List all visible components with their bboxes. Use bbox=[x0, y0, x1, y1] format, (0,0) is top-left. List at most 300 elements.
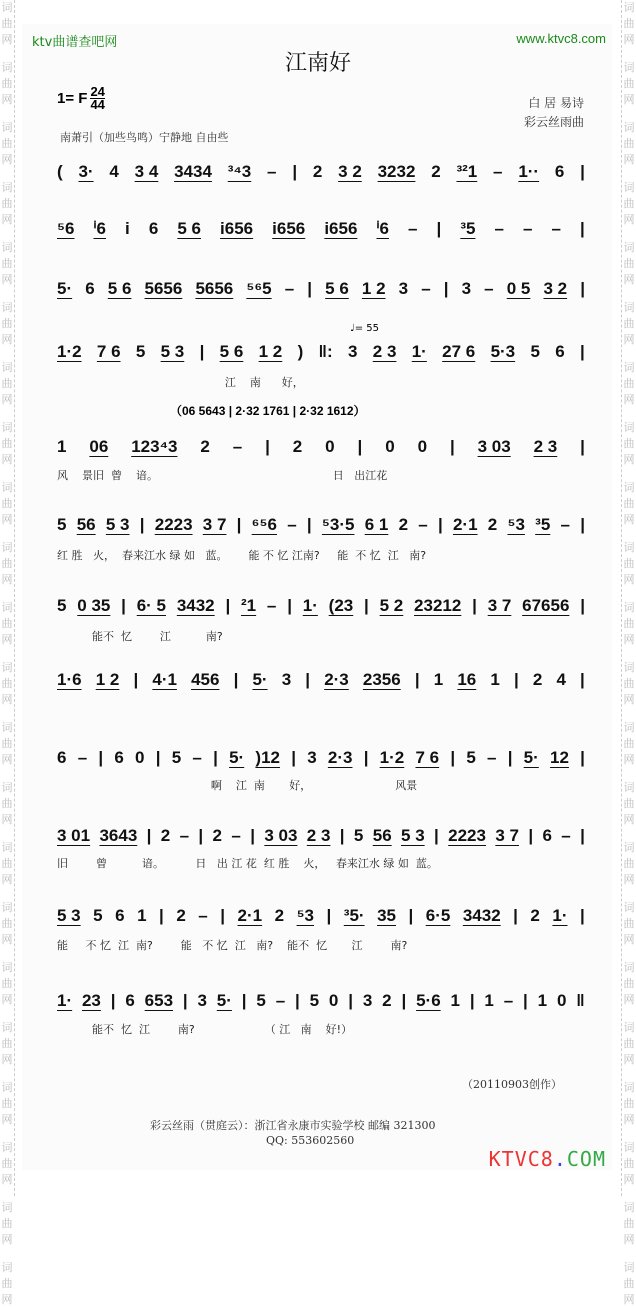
notation-row bbox=[57, 596, 585, 616]
note: 6 1 bbox=[364, 515, 389, 534]
note: 1 bbox=[490, 670, 500, 689]
note: 5 3 bbox=[105, 515, 130, 534]
note: ⁱ6 bbox=[93, 219, 106, 238]
watermark-text: 词曲网 bbox=[1, 1, 13, 46]
note: 6 bbox=[555, 342, 565, 361]
watermark-text: 词曲网 bbox=[623, 781, 635, 826]
watermark-text: 词曲网 bbox=[623, 1201, 635, 1246]
note: 2356 bbox=[362, 670, 401, 689]
interlude: （06 5643 | 2·32 1761 | 2·32 1612） bbox=[170, 404, 366, 418]
barline: ‖: bbox=[318, 342, 333, 361]
note: ⁵⁶5 bbox=[246, 279, 272, 298]
barline: | bbox=[326, 906, 332, 925]
note: 5· bbox=[229, 748, 245, 767]
note: – bbox=[551, 219, 561, 238]
note: 5 bbox=[530, 342, 540, 361]
barline: | bbox=[580, 748, 585, 767]
barline: | bbox=[472, 596, 477, 615]
note: 5 6 bbox=[107, 279, 132, 298]
barline: ‖ bbox=[576, 991, 585, 1010]
note: 5 bbox=[93, 906, 103, 925]
watermark-text: 词曲网 bbox=[1, 961, 13, 1006]
barline: | bbox=[436, 219, 442, 238]
notation-row bbox=[57, 748, 585, 768]
notation-row bbox=[57, 219, 585, 239]
watermark-text: 词曲网 bbox=[623, 1261, 635, 1306]
note: ( bbox=[57, 162, 63, 181]
note: 3432 bbox=[462, 906, 501, 925]
note: 2 bbox=[274, 906, 285, 925]
note: 5· bbox=[216, 991, 232, 1010]
note: 5 bbox=[353, 826, 364, 845]
note: 4 bbox=[556, 670, 566, 689]
note: 123⁴3 bbox=[131, 437, 178, 456]
note: 4 bbox=[109, 162, 119, 181]
time-top: 24 bbox=[90, 84, 105, 99]
note: i656 bbox=[220, 219, 254, 238]
barline: | bbox=[133, 670, 139, 689]
note: 12 bbox=[550, 748, 569, 767]
note: ⁵3·5 bbox=[321, 515, 355, 534]
notation-row bbox=[57, 279, 585, 299]
barline: | bbox=[580, 515, 585, 534]
note: – bbox=[231, 826, 241, 845]
barline: | bbox=[265, 437, 270, 456]
note: 5 6 bbox=[219, 342, 244, 361]
watermark-text: 词曲网 bbox=[623, 181, 635, 226]
watermark-text: 词曲网 bbox=[623, 61, 635, 106]
note: 5 bbox=[256, 991, 266, 1010]
watermark-text: 词曲网 bbox=[623, 361, 635, 406]
note: 1 bbox=[484, 991, 494, 1010]
barline: | bbox=[236, 515, 242, 534]
note: – bbox=[523, 219, 533, 238]
watermark-left bbox=[0, 0, 15, 1306]
barline: | bbox=[110, 991, 116, 1010]
note: 2 bbox=[212, 826, 223, 845]
barline: | bbox=[292, 162, 298, 181]
watermark-text: 词曲网 bbox=[1, 541, 13, 586]
note: 5· bbox=[523, 748, 539, 767]
barline: | bbox=[155, 748, 161, 767]
barline: | bbox=[213, 748, 218, 767]
note: 2 bbox=[398, 515, 409, 534]
note: 3 01 bbox=[57, 826, 91, 845]
note: 5 3 bbox=[160, 342, 185, 361]
note: 0 35 bbox=[77, 596, 111, 615]
note: 5 6 bbox=[177, 219, 201, 238]
note: 27 6 bbox=[442, 342, 476, 361]
watermark-text: 词曲网 bbox=[623, 721, 635, 766]
notation-row bbox=[57, 991, 585, 1011]
note: 3 bbox=[362, 991, 373, 1010]
watermark-text: 词曲网 bbox=[1, 721, 13, 766]
note: 2 bbox=[160, 826, 171, 845]
note: 2·1 bbox=[452, 515, 478, 534]
lyricist: 白 居 易诗 bbox=[528, 96, 584, 110]
note: 1 2 bbox=[258, 342, 283, 361]
barline: | bbox=[357, 437, 363, 456]
note: – bbox=[275, 991, 286, 1010]
note: 2 bbox=[487, 515, 498, 534]
note: 1 bbox=[137, 906, 147, 925]
watermark-text: 词曲网 bbox=[1, 301, 13, 346]
note: 5 3 bbox=[57, 906, 81, 925]
note: 6 bbox=[125, 991, 135, 1010]
note: 3 4 bbox=[134, 162, 159, 181]
barline: | bbox=[220, 906, 226, 925]
note: – bbox=[232, 437, 243, 456]
note: 5· bbox=[57, 279, 73, 298]
watermark-text: 词曲网 bbox=[1, 901, 13, 946]
barline: | bbox=[401, 991, 407, 1010]
notation-row bbox=[57, 670, 585, 690]
composer: 彩云丝雨曲 bbox=[523, 115, 584, 129]
barline: | bbox=[306, 515, 312, 534]
note: 1· bbox=[552, 906, 568, 925]
note: 5 bbox=[466, 748, 476, 767]
notation-row bbox=[57, 826, 585, 846]
watermark-text: 词曲网 bbox=[623, 1081, 635, 1126]
note: 2·1 bbox=[237, 906, 263, 925]
logo-ktv: KTVC8 bbox=[488, 1147, 554, 1171]
barline: | bbox=[250, 826, 255, 845]
barline: | bbox=[348, 991, 353, 1010]
watermark-text: 词曲网 bbox=[1, 241, 13, 286]
lyrics-line: 风 景旧 曾 谙。 日 出江花 bbox=[57, 469, 388, 482]
note: 456 bbox=[191, 670, 220, 689]
note: – bbox=[560, 515, 570, 534]
note: 0 bbox=[556, 991, 567, 1010]
note: 3 2 bbox=[338, 162, 362, 181]
logo-dot: . bbox=[553, 1147, 567, 1171]
note: 4·1 bbox=[152, 670, 177, 689]
note: 1·2 bbox=[57, 342, 82, 361]
watermark-text: 词曲网 bbox=[1, 121, 13, 166]
watermark-text: 词曲网 bbox=[623, 241, 635, 286]
note: – bbox=[494, 219, 504, 238]
note: 5 bbox=[57, 515, 67, 534]
note: 1·2 bbox=[379, 748, 405, 767]
note: 2 bbox=[176, 906, 186, 925]
note: 2·3 bbox=[324, 670, 349, 689]
note: 3 bbox=[307, 748, 317, 767]
note: 5 bbox=[57, 596, 67, 615]
watermark-text: 词曲网 bbox=[1, 1201, 13, 1246]
note: ³⁴3 bbox=[227, 162, 252, 181]
lyrics-line: 能不 忆 江 南? bbox=[57, 630, 223, 643]
barline: | bbox=[528, 826, 534, 845]
watermark-text: 词曲网 bbox=[623, 961, 635, 1006]
barline: | bbox=[339, 826, 345, 845]
note: 1 bbox=[433, 670, 444, 689]
watermark-text: 词曲网 bbox=[623, 481, 635, 526]
notation-row bbox=[57, 906, 585, 926]
note: – bbox=[421, 279, 431, 298]
note: – bbox=[493, 162, 503, 181]
note: – bbox=[487, 748, 497, 767]
note: – bbox=[287, 515, 297, 534]
barline: | bbox=[580, 437, 585, 456]
note: 3 7 bbox=[202, 515, 227, 534]
note: 1 bbox=[537, 991, 548, 1010]
note: 6 bbox=[542, 826, 552, 845]
note: 5 2 bbox=[379, 596, 404, 615]
note: 6 bbox=[115, 906, 125, 925]
barline: | bbox=[523, 991, 528, 1010]
note: – bbox=[284, 279, 295, 298]
barline: | bbox=[305, 670, 311, 689]
watermark-text: 词曲网 bbox=[1, 601, 13, 646]
note: 06 bbox=[89, 437, 109, 456]
note: 1 2 bbox=[361, 279, 386, 298]
tempo-mark: ♩= 55 bbox=[350, 323, 379, 334]
watermark-text: 词曲网 bbox=[1, 421, 13, 466]
note: 0 bbox=[328, 991, 339, 1010]
watermark-text: 词曲网 bbox=[1, 1261, 13, 1306]
barline: | bbox=[580, 342, 585, 361]
note: 5·6 bbox=[416, 991, 441, 1010]
note: 2 bbox=[312, 162, 323, 181]
note: 5 bbox=[135, 342, 146, 361]
note: 56 bbox=[372, 826, 392, 845]
barline: | bbox=[580, 826, 585, 845]
note: 3 bbox=[197, 991, 207, 1010]
barline: | bbox=[580, 670, 585, 689]
note: 2 3 bbox=[372, 342, 397, 361]
watermark-text: 词曲网 bbox=[1, 841, 13, 886]
watermark-text: 词曲网 bbox=[623, 1, 635, 46]
note: 6 bbox=[554, 162, 565, 181]
note: 56 bbox=[76, 515, 96, 534]
lyrics-line: 啊 江 南 好， 风景 bbox=[57, 779, 418, 792]
notation-row bbox=[57, 515, 585, 535]
watermark-text: 词曲网 bbox=[1, 61, 13, 106]
note: 6 bbox=[57, 748, 67, 767]
barline: | bbox=[507, 748, 513, 767]
note: – bbox=[561, 826, 571, 845]
barline: | bbox=[469, 991, 475, 1010]
note: ⁵6 bbox=[57, 219, 75, 238]
barline: | bbox=[408, 906, 414, 925]
note: 6·5 bbox=[425, 906, 451, 925]
note: 2 bbox=[292, 437, 303, 456]
note: – bbox=[267, 162, 277, 181]
watermark-text: 词曲网 bbox=[1, 481, 13, 526]
barline: | bbox=[580, 162, 585, 181]
note: 3 bbox=[461, 279, 472, 298]
barline: | bbox=[580, 219, 585, 238]
watermark-right bbox=[621, 0, 636, 1306]
barline: | bbox=[139, 515, 145, 534]
note: – bbox=[179, 826, 190, 845]
watermark-text: 词曲网 bbox=[623, 301, 635, 346]
watermark-text: 词曲网 bbox=[623, 841, 635, 886]
note: 2 bbox=[530, 906, 540, 925]
note: – bbox=[484, 279, 494, 298]
note: ⁱ6 bbox=[376, 219, 389, 238]
watermark-text: 词曲网 bbox=[623, 121, 635, 166]
barline: | bbox=[449, 437, 455, 456]
note: 5· bbox=[252, 670, 268, 689]
watermark-text: 词曲网 bbox=[1, 1081, 13, 1126]
key-signature bbox=[57, 86, 105, 111]
note: 7 6 bbox=[415, 748, 440, 767]
note: 1·· bbox=[518, 162, 540, 181]
note: 3· bbox=[78, 162, 94, 181]
note: 1 bbox=[450, 991, 460, 1010]
note: 35 bbox=[377, 906, 396, 925]
barline: | bbox=[146, 826, 152, 845]
note: i656 bbox=[324, 219, 358, 238]
note: 1 bbox=[57, 437, 67, 456]
barline: | bbox=[580, 906, 585, 925]
note: 5 bbox=[171, 748, 182, 767]
note: 5 3 bbox=[401, 826, 425, 845]
note: 2 3 bbox=[306, 826, 331, 845]
barline: | bbox=[414, 670, 420, 689]
note: (23 bbox=[328, 596, 354, 615]
note: 3 03 bbox=[264, 826, 298, 845]
barline: | bbox=[198, 826, 204, 845]
watermark-text: 词曲网 bbox=[1, 361, 13, 406]
performance-note: 南萧引（加些鸟鸣）宁静地 自由些 bbox=[60, 131, 229, 144]
watermark-text: 词曲网 bbox=[623, 1141, 635, 1186]
site-brand[interactable]: ktv曲谱查吧网 bbox=[32, 35, 118, 50]
lyrics-line: 江 南 好， bbox=[57, 376, 304, 389]
watermark-text: 词曲网 bbox=[1, 1141, 13, 1186]
barline: | bbox=[295, 991, 300, 1010]
site-url[interactable]: www.ktvc8.com bbox=[516, 31, 606, 46]
note: 0 bbox=[135, 748, 145, 767]
barline: | bbox=[291, 748, 296, 767]
note: 2223 bbox=[154, 515, 193, 534]
note: ⁵3 bbox=[296, 906, 315, 925]
note: 2 bbox=[382, 991, 392, 1010]
note: i656 bbox=[272, 219, 306, 238]
note: 6· 5 bbox=[136, 596, 167, 615]
watermark-text: 词曲网 bbox=[623, 661, 635, 706]
notation-row bbox=[57, 437, 585, 457]
note: – bbox=[418, 515, 428, 534]
note: 0 bbox=[417, 437, 428, 456]
note: ²1 bbox=[241, 596, 257, 615]
barline: | bbox=[225, 596, 231, 615]
barline: | bbox=[513, 670, 519, 689]
watermark-text: 词曲网 bbox=[623, 421, 635, 466]
time-signature bbox=[90, 86, 104, 111]
lyrics-line: 旧 曾 谙。 日 出 江 花 红 胜 火， 春来江水 绿 如 蓝。 bbox=[57, 857, 438, 870]
note: 2 bbox=[431, 162, 441, 181]
note: 0 bbox=[325, 437, 335, 456]
note: 5 bbox=[309, 991, 320, 1010]
note: ⁵3 bbox=[507, 515, 525, 534]
watermark-text: 词曲网 bbox=[1, 781, 13, 826]
note: 5 6 bbox=[325, 279, 349, 298]
note: 3434 bbox=[174, 162, 212, 181]
note: 5·3 bbox=[490, 342, 516, 361]
watermark-text: 词曲网 bbox=[1, 181, 13, 226]
note: ³5 bbox=[460, 219, 476, 238]
note: 1· bbox=[57, 991, 73, 1010]
lyrics-line: 能 不 忆 江 南? 能 不 忆 江 南? 能不 忆 江 南? bbox=[57, 939, 408, 952]
key-label: 1= F bbox=[57, 90, 88, 107]
barline: | bbox=[121, 596, 126, 615]
watermark-text: 词曲网 bbox=[623, 541, 635, 586]
barline: | bbox=[513, 906, 518, 925]
barline: | bbox=[450, 748, 456, 767]
note: 5656 bbox=[144, 279, 183, 298]
barline: | bbox=[434, 826, 439, 845]
note: i bbox=[125, 219, 130, 238]
note: 2 bbox=[200, 437, 210, 456]
note: 2·3 bbox=[327, 748, 353, 767]
note: – bbox=[77, 748, 88, 767]
note: 2223 bbox=[448, 826, 486, 845]
note: 1·6 bbox=[57, 670, 82, 689]
song-title: 江南好 bbox=[284, 51, 351, 76]
note: 1· bbox=[411, 342, 427, 361]
barline: | bbox=[241, 991, 247, 1010]
note: ) bbox=[297, 342, 304, 361]
note: 3232 bbox=[377, 162, 416, 181]
qq-number: QQ: 553602560 bbox=[266, 1134, 355, 1147]
note: ³5 bbox=[535, 515, 551, 534]
note: 3 bbox=[281, 670, 292, 689]
note: 6 bbox=[85, 279, 95, 298]
barline: | bbox=[580, 279, 585, 298]
note: 2 3 bbox=[533, 437, 558, 456]
note: 23212 bbox=[414, 596, 462, 615]
note: ⁶⁵6 bbox=[251, 515, 277, 534]
barline: | bbox=[307, 279, 313, 298]
note: 2 bbox=[532, 670, 543, 689]
note: – bbox=[198, 906, 208, 925]
note: 653 bbox=[144, 991, 174, 1010]
note: 3 7 bbox=[487, 596, 512, 615]
note: 6 bbox=[114, 748, 124, 767]
note: 3 7 bbox=[495, 826, 519, 845]
watermark-text: 词曲网 bbox=[623, 1021, 635, 1066]
note: ³²1 bbox=[456, 162, 478, 181]
note: 67656 bbox=[522, 596, 570, 615]
note: 3 03 bbox=[477, 437, 511, 456]
note: 3432 bbox=[176, 596, 215, 615]
barline: | bbox=[364, 596, 369, 615]
note: 1 2 bbox=[95, 670, 120, 689]
note: ³5· bbox=[343, 906, 365, 925]
note: – bbox=[503, 991, 514, 1010]
barline: | bbox=[437, 515, 443, 534]
barline: | bbox=[580, 596, 585, 615]
creation-date: （20110903创作） bbox=[462, 1078, 562, 1091]
note: 16 bbox=[457, 670, 477, 689]
logo-com: COM bbox=[566, 1147, 606, 1171]
note: 0 5 bbox=[506, 279, 531, 298]
note: )12 bbox=[255, 748, 280, 767]
note: 3 bbox=[398, 279, 409, 298]
lyrics-line: 能不 忆 江 南? （ 江 南 好!） bbox=[57, 1023, 353, 1036]
watermark-text: 词曲网 bbox=[1, 661, 13, 706]
note: 3 bbox=[347, 342, 358, 361]
note: 1· bbox=[302, 596, 318, 615]
barline: | bbox=[159, 906, 164, 925]
barline: | bbox=[182, 991, 188, 1010]
watermark-text: 词曲网 bbox=[1, 1021, 13, 1066]
notation-row bbox=[57, 162, 585, 182]
note: 3643 bbox=[99, 826, 138, 845]
barline: | bbox=[443, 279, 449, 298]
